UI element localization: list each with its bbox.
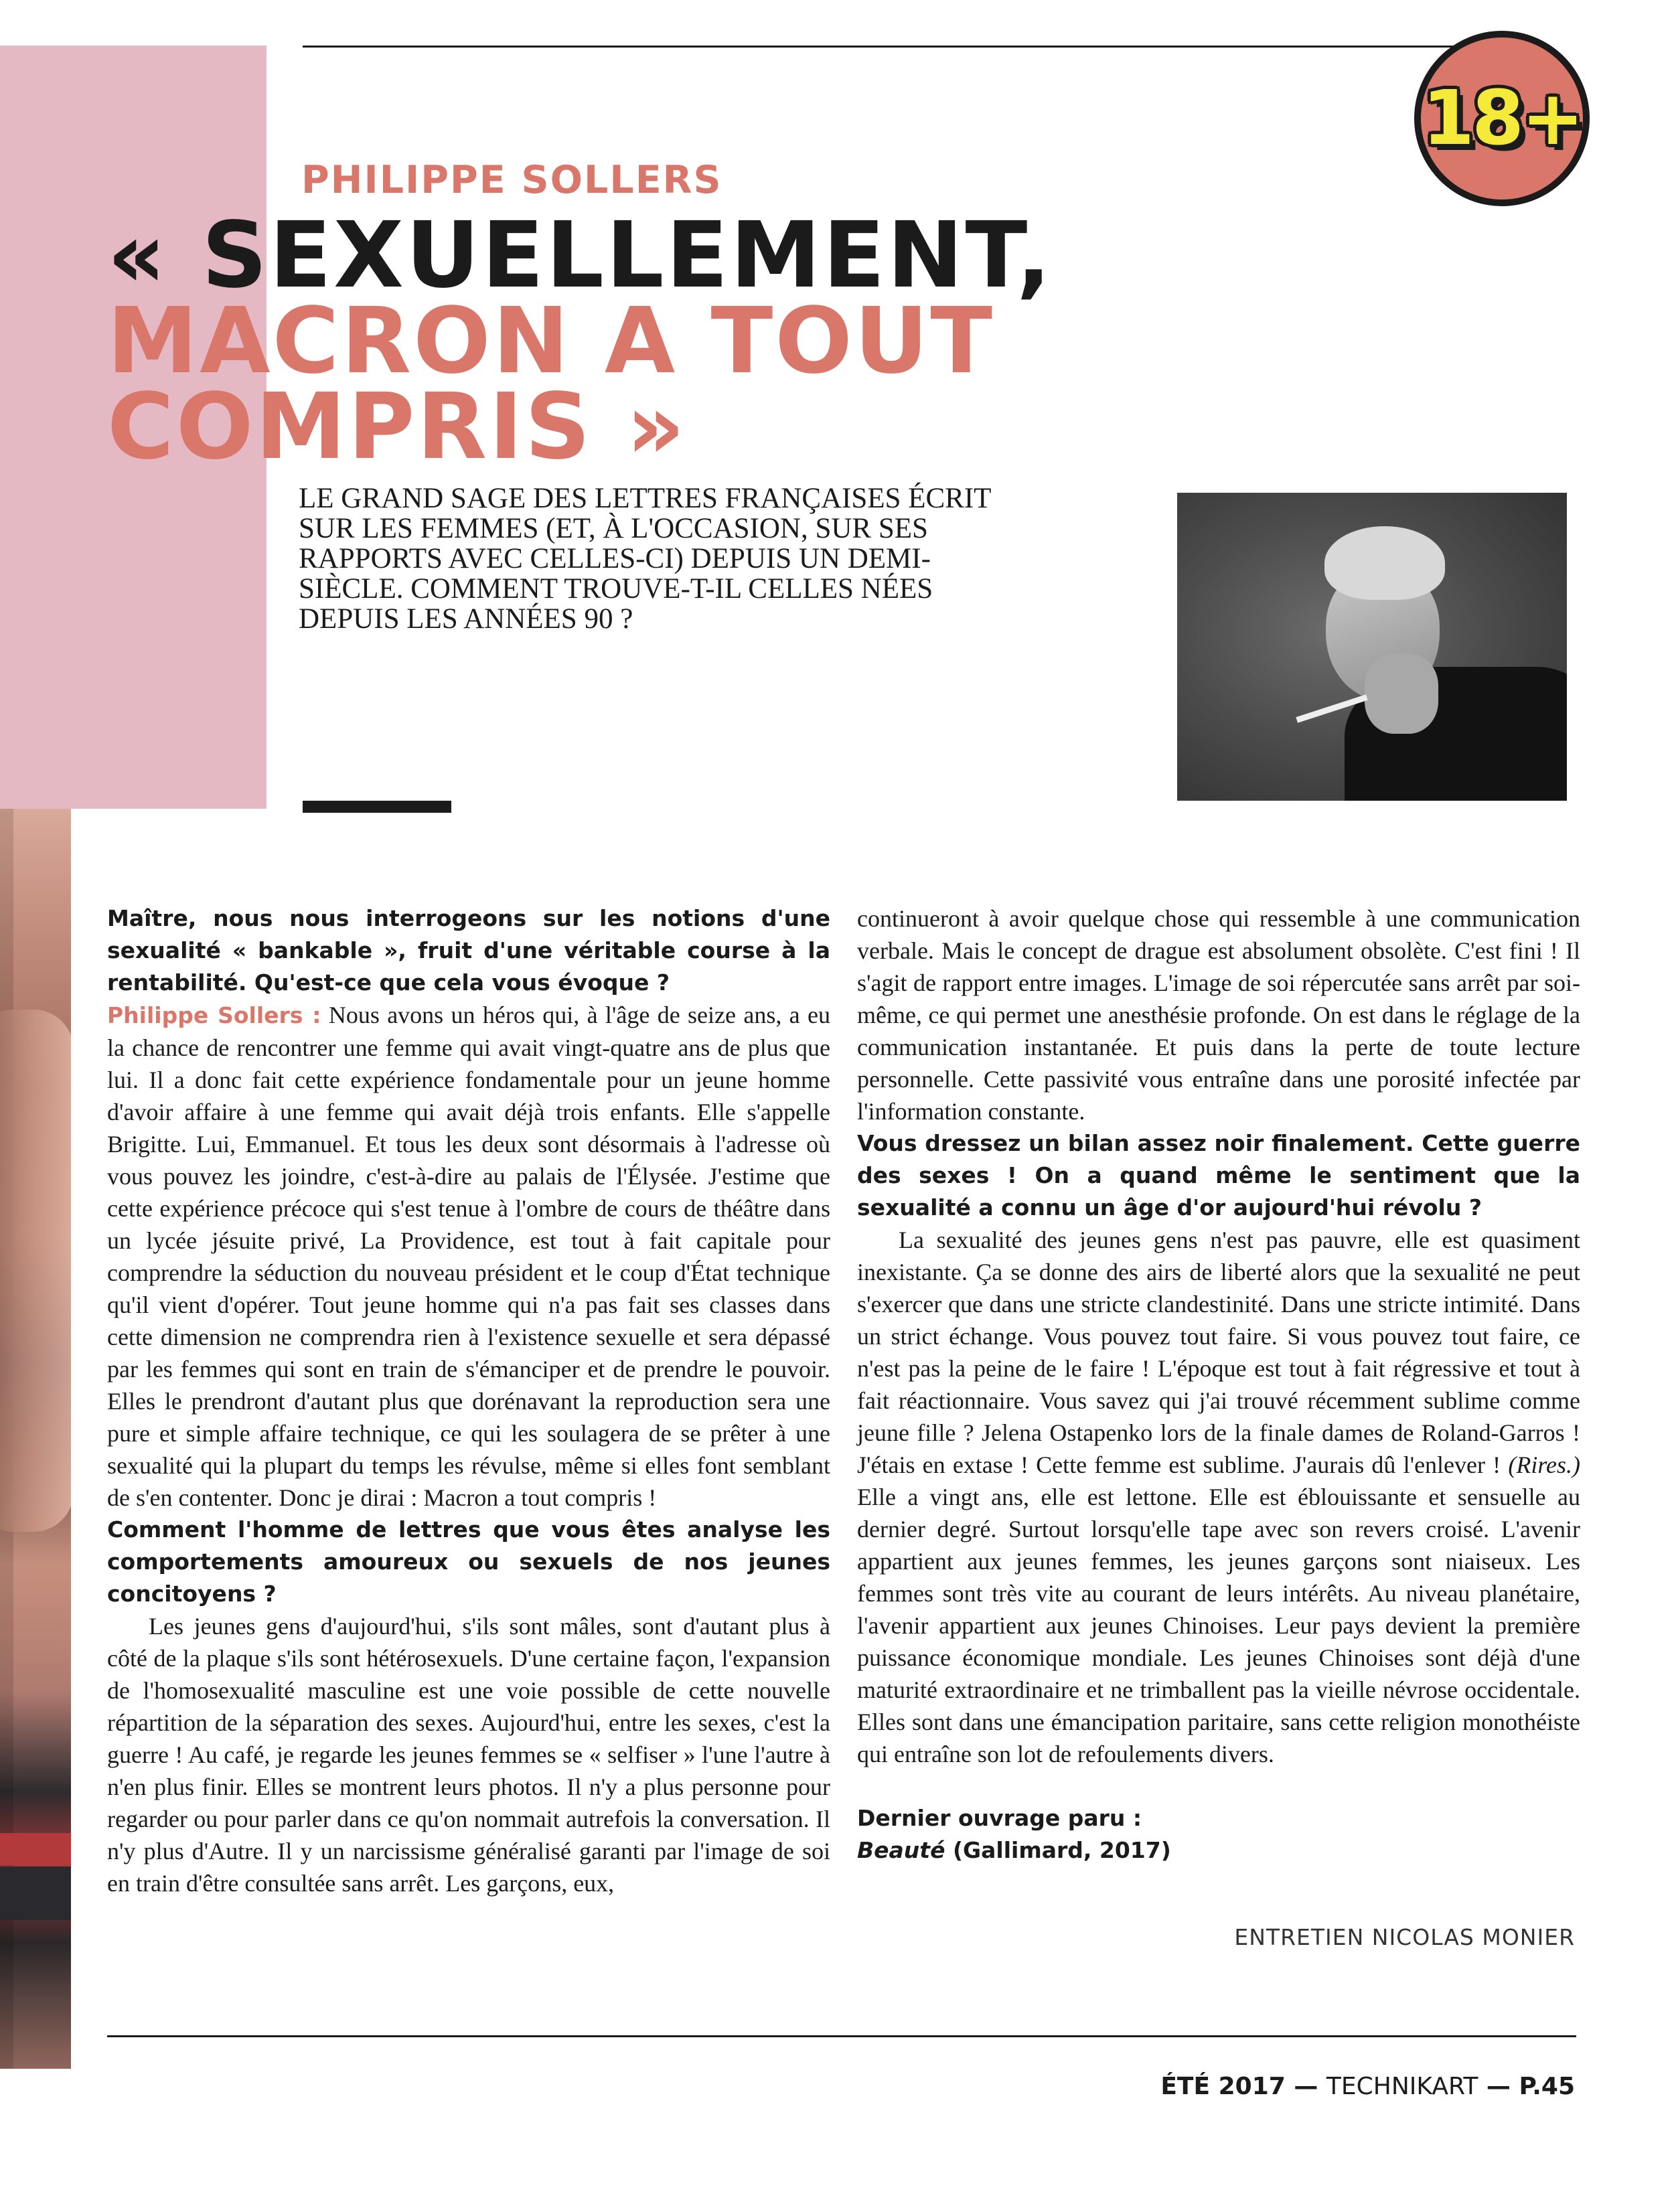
badge-text: 18+: [1422, 75, 1582, 162]
question-2: Comment l'homme de lettres que vous êtes analyse les comportements amoureux ou sexuels de nos jeunes concitoyens ?: [107, 1516, 830, 1607]
answer-1: [107, 999, 830, 1514]
interview-credit: ENTRETIEN NICOLAS MONIER: [1234, 1924, 1575, 1950]
footer-magazine: TECHNIKART: [1326, 2073, 1478, 2100]
interviewee-name: PHILIPPE SOLLERS: [301, 158, 722, 202]
page-footer: [1160, 2073, 1575, 2100]
answer-2-part-2: continueront à avoir quelque chose qui ressemble à une communication verbale. Mais le concept de drague est absolument obsolète. C'est fini ! Il s'agit de rapport entre images. L'image de soi répercutée sans arrêt par soi-même, ce qui permet une anesthésie profonde. On est dans le réglage de la communication instantanée. Et puis dans la perte de toute lecture personnelle. Cette passivité vous entraîne dans une porosité infectée par l'information constante.: [857, 905, 1580, 1125]
cropped-arm-photo: [0, 809, 71, 2069]
latest-book-details: [857, 1834, 1580, 1867]
latest-book-label: Dernier ouvrage paru :: [857, 1805, 1142, 1831]
author-portrait-photo: [1177, 493, 1567, 801]
footer-issue: ÉTÉ 2017: [1160, 2073, 1286, 2100]
standfirst: LE GRAND SAGE DES LETTRES FRANÇAISES ÉCRIT SUR LES FEMMES (ET, À L'OCCASION, SUR SES RAPPORTS AVEC CELLES-CI) DEPUIS UN DEMI-SIÈCLE. COMMENT TROUVE-T-IL CELLES NÉES DEPUIS LES ANNÉES 90 ?: [299, 483, 991, 635]
headline: [107, 203, 1053, 480]
speaker-label: Philippe Sollers :: [107, 1002, 321, 1028]
answer-3-aside: (Rires.): [1508, 1451, 1580, 1478]
age-restriction-badge-icon: [1414, 31, 1590, 206]
article-column-right: [857, 902, 1580, 1867]
latest-book-title: Beauté: [857, 1837, 945, 1863]
latest-book-info: (Gallimard, 2017): [945, 1837, 1171, 1863]
top-rule: [303, 46, 1462, 48]
answer-3-text-2: Elle a vingt ans, elle est lettone. Elle est éblouissante et sensuelle au dernier degré. Surtout lorsqu'elle tape avec son revers croisé. L'avenir appartient aux jeunes femmes, les jeunes garçons sont niaiseux. Les femmes sont très vite au courant de leurs intérêts. Au niveau planétaire, l'avenir appartient aux jeunes Chinoises. Leur pays devient la première puissance économique mondiale. Les jeunes Chinoises sont déjà d'une maturité extraordinaire et ne trimballent pas la vieille névrose occidentale. Elles sont dans une émancipation paritaire, sans cette religion monothéiste qui entraîne son lot de refoulements divers.: [857, 1484, 1580, 1767]
section-divider-bar: [303, 801, 451, 813]
article-column-left: [107, 902, 830, 1899]
headline-line-1: « SEXUELLEMENT,: [107, 203, 1053, 309]
headline-line-2: MACRON A TOUT: [107, 289, 995, 394]
answer-2-part-1: Les jeunes gens d'aujourd'hui, s'ils sont mâles, sont d'autant plus à côté de la plaque s'ils sont hétérosexuels. D'une certaine façon, l'expansion de l'homosexualité masculine est une voie possible de cette nouvelle répartition de la séparation des sexes. Aujourd'hui, entre les sexes, c'est la guerre ! Au café, je regarde les jeunes femmes se « selfiser » l'une l'autre à n'en plus finir. Elles se montrent leurs photos. Il n'y a plus personne pour regarder ou pour parler dans ce qu'on nommait autrefois la conversation. Il n'y plus d'Autre. Il y un narcissisme généralisé garanti par l'image de soi en train d'être consultée sans arrêt. Les garçons, eux,: [107, 1613, 830, 1897]
answer-3-text-1: La sexualité des jeunes gens n'est pas pauvre, elle est quasiment inexistante. Ça se donne des airs de liberté alors que la sexualité ne peut s'exercer que dans une stricte clandestinité. Dans une stricte intimité. Dans un strict échange. Vous pouvez tout faire. Si vous pouvez tout faire, ce n'est pas la peine de le faire ! L'époque est tout à fait régressive et tout à fait réactionnaire. Vous savez qui j'ai trouvé récemment sublime comme jeune fille ? Jelena Ostapenko lors de la finale dames de Roland-Garros ! J'étais en extase ! Cette femme est sublime. J'aurais dû l'enlever !: [857, 1227, 1580, 1478]
footer-page-number: P.45: [1519, 2073, 1575, 2100]
headline-line-3: COMPRIS »: [107, 374, 687, 480]
question-1: Maître, nous nous interrogeons sur les notions d'une sexualité « bankable », fruit d'une véritable course à la rentabilité. Qu'est-ce que cela vous évoque ?: [107, 905, 830, 996]
bottom-rule: [107, 2035, 1576, 2037]
footer-separator-2: —: [1478, 2073, 1519, 2100]
footer-separator-1: —: [1285, 2073, 1326, 2100]
question-3: Vous dressez un bilan assez noir finalement. Cette guerre des sexes ! On a quand même le sentiment que la sexualité a connu un âge d'or aujourd'hui révolu ?: [857, 1130, 1580, 1220]
latest-book: [857, 1802, 1580, 1867]
answer-3: [857, 1224, 1580, 1770]
answer-1-text: Nous avons un héros qui, à l'âge de seize ans, a eu la chance de rencontrer une femme qui avait vingt-quatre ans de plus que lui. Il a donc fait cette expérience fondamentale pour un jeune homme d'avoir affaire à une femme qui avait déjà trois enfants. Elle s'appelle Brigitte. Lui, Emmanuel. Et tous les deux sont désormais à l'adresse où vous pouvez les joindre, c'est-à-dire au palais de l'Élysée. J'estime que cette expérience précoce qui s'est tenue à l'ombre de cours de théâtre dans un lycée jésuite privé, La Providence, est tout à fait capitale pour comprendre la séduction du nouveau président et le coup d'État technique qu'il vient d'opérer. Tout jeune homme qui n'a pas fait ses classes dans cette dimension ne comprendra rien à l'existence sexuelle et sera dépassé par les femmes qui sont en train de s'émanciper et de prendre le pouvoir. Elles le prendront d'autant plus que dorénavant la reproduction sera une pure et simple affaire technique, ce qui les soulagera de se prêter à une sexualité qui la plupart du temps les révulse, même si elles font semblant de s'en contenter. Donc je dirai : Macron a tout compris !: [107, 1002, 830, 1511]
